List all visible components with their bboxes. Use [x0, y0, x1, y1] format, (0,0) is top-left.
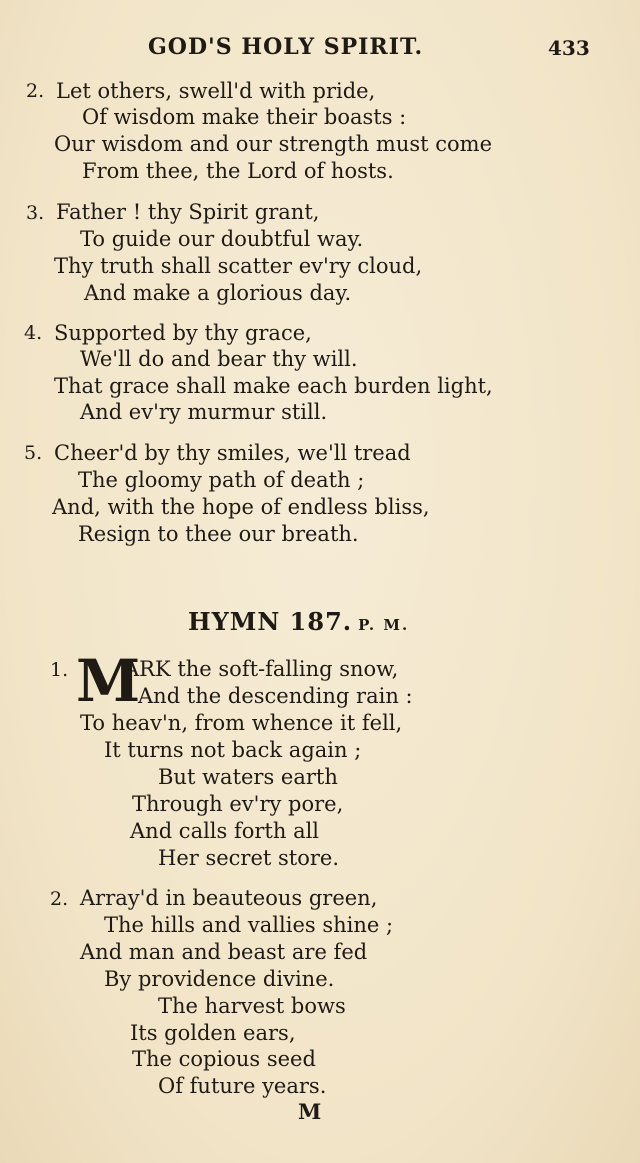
page-header [0, 30, 640, 64]
hymn-number: HYMN 187. [188, 607, 353, 636]
verse-line: That grace shall make each burden light, [54, 374, 493, 398]
drop-cap: M [76, 647, 141, 715]
verse-line: From thee, the Lord of hosts. [82, 159, 394, 183]
verse-line: And, with the hope of endless bliss, [52, 495, 430, 519]
verse-line: To guide our doubtful way. [80, 227, 364, 251]
verse-line: Through ev'ry pore, [132, 792, 344, 816]
verse-line: Its golden ears, [130, 1021, 296, 1045]
verse-line: And make a glorious day. [84, 281, 352, 305]
stanza-number: 4. [24, 322, 43, 344]
verse-line: And calls forth all [130, 819, 320, 843]
verse-line: Her secret store. [158, 846, 340, 870]
stanza-number: 1. [50, 659, 69, 681]
verse-line: By providence divine. [104, 967, 335, 991]
verse-line: Resign to thee our breath. [78, 522, 359, 546]
hymn-title [188, 607, 409, 636]
verse-line: The hills and vallies shine ; [104, 913, 394, 937]
stanza-number: 2. [26, 80, 45, 102]
stanza-number: 2. [50, 888, 69, 910]
verse-line: The copious seed [132, 1047, 316, 1071]
verse-line: To heav'n, from whence it fell, [80, 711, 403, 735]
stanza-number: 5. [24, 442, 43, 464]
verse-line: Supported by thy grace, [54, 321, 312, 345]
verse-line: It turns not back again ; [104, 738, 362, 762]
verse-line: Of wisdom make their boasts : [82, 105, 407, 129]
verse-line: And ev'ry murmur still. [80, 400, 328, 424]
verse-line: The harvest bows [158, 994, 346, 1018]
verse-line: And the descending rain : [138, 684, 413, 708]
verse-line: We'll do and bear thy will. [80, 347, 358, 371]
verse-line: And man and beast are fed [80, 940, 368, 964]
catchword: M [298, 1099, 322, 1124]
verse-line: Father ! thy Spirit grant, [56, 200, 320, 224]
verse-line: Our wisdom and our strength must come [54, 132, 493, 156]
verse-line: Thy truth shall scatter ev'ry cloud, [54, 254, 423, 278]
running-head: GOD'S HOLY SPIRIT. [148, 34, 424, 60]
stanza-number: 3. [26, 202, 45, 224]
verse-line: But waters earth [158, 765, 338, 789]
verse-line: Cheer'd by thy smiles, we'll tread [54, 441, 411, 465]
verse-line: Array'd in beauteous green, [80, 886, 378, 910]
verse-line: The gloomy path of death ; [78, 468, 365, 492]
hymn-meter: P. M. [358, 616, 410, 634]
verse-line: Of future years. [158, 1074, 327, 1098]
verse-line: Let others, swell'd with pride, [56, 79, 376, 103]
verse-line: ARK the soft-falling snow, [124, 657, 399, 681]
page-number: 433 [548, 36, 590, 60]
